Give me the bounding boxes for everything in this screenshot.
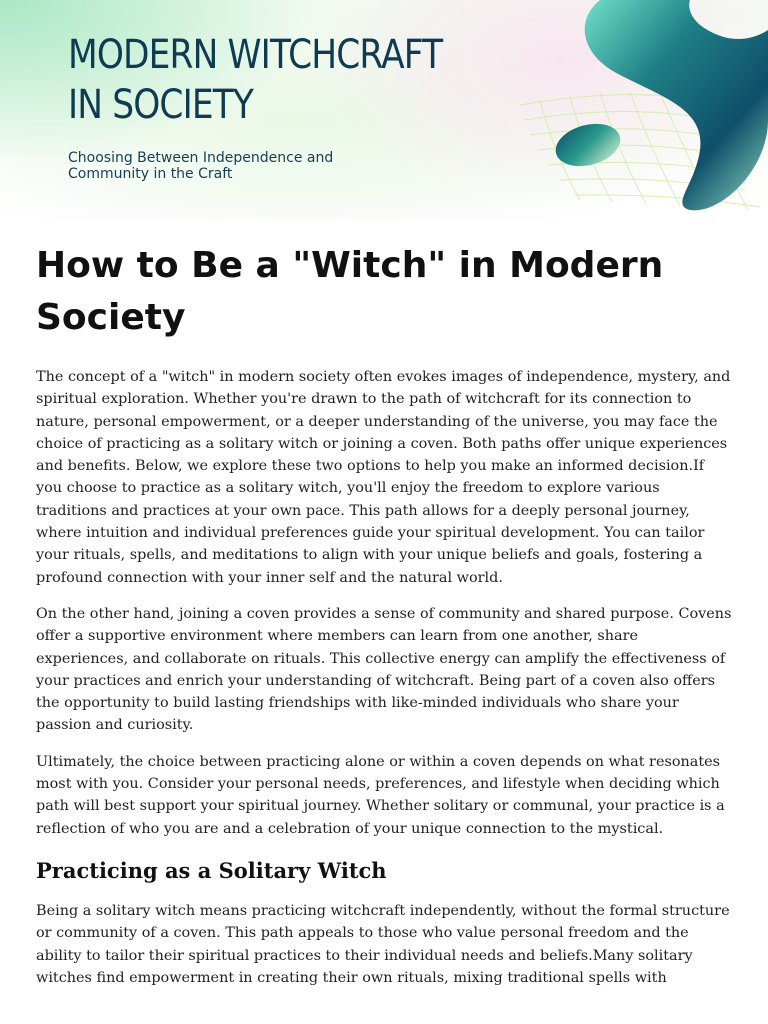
article-body xyxy=(36,240,732,1003)
article-paragraph-3: Ultimately, the choice between practicing alone or within a coven depends on what resonates most with you. Consider your personal needs, preferences, and lifestyle when deciding which path will best support your spiritual journey. Whether solitary or communal, your practice is a reflection of who you are and a celebration of your unique connection to the mystical. xyxy=(36,753,725,837)
article-paragraph-2: On the other hand, joining a coven provides a sense of community and shared purpose. Covens offer a supportive environment where members can learn from one another, share experiences, and collaborate on rituals. This collective energy can amplify the effectiveness of your practices and enrich your understanding of witchcraft. Being part of a coven also offers the opportunity to build lasting friendships with like-minded individuals who share your passion and curiosity. xyxy=(36,605,732,734)
section-heading-solitary-witch: Practicing as a Solitary Witch xyxy=(36,857,387,883)
article-title: How to Be a "Witch" in Modern Society xyxy=(36,245,664,338)
header-banner xyxy=(0,0,768,220)
banner-subtitle: Choosing Between Independence and Community in the Craft xyxy=(68,150,334,182)
banner-title-line-1: MODERN WITCHCRAFT xyxy=(68,32,443,78)
section-paragraph-1: Being a solitary witch means practicing witchcraft independently, without the formal structure or community of a coven. This path appeals to those who value personal freedom and the ability to tailor their spiritual practices to their individual needs and beliefs.Many solitary witches find empowerment in creating their own rituals, mixing traditional spells with xyxy=(36,902,730,986)
banner-title xyxy=(68,30,442,130)
article-paragraph-1: The concept of a "witch" in modern society often evokes images of independence, mystery, and spiritual exploration. Whether you're drawn to the path of witchcraft for its connection to nature, personal empowerment, or a deeper understanding of the universe, you may face the choice of practicing as a solitary witch or joining a coven. Both paths offer unique experiences and benefits. Below, we explore these two options to help you make an informed decision.If you choose to practice as a solitary witch, you'll enjoy the freedom to explore various traditions and practices at your own pace. This path allows for a deeply personal journey, where intuition and individual preferences guide your spiritual development. You can tailor your rituals, spells, and meditations to align with your unique beliefs and goals, fostering a profound connection with your inner self and the natural world. xyxy=(36,369,731,586)
banner-title-line-2: IN SOCIETY xyxy=(68,82,254,128)
